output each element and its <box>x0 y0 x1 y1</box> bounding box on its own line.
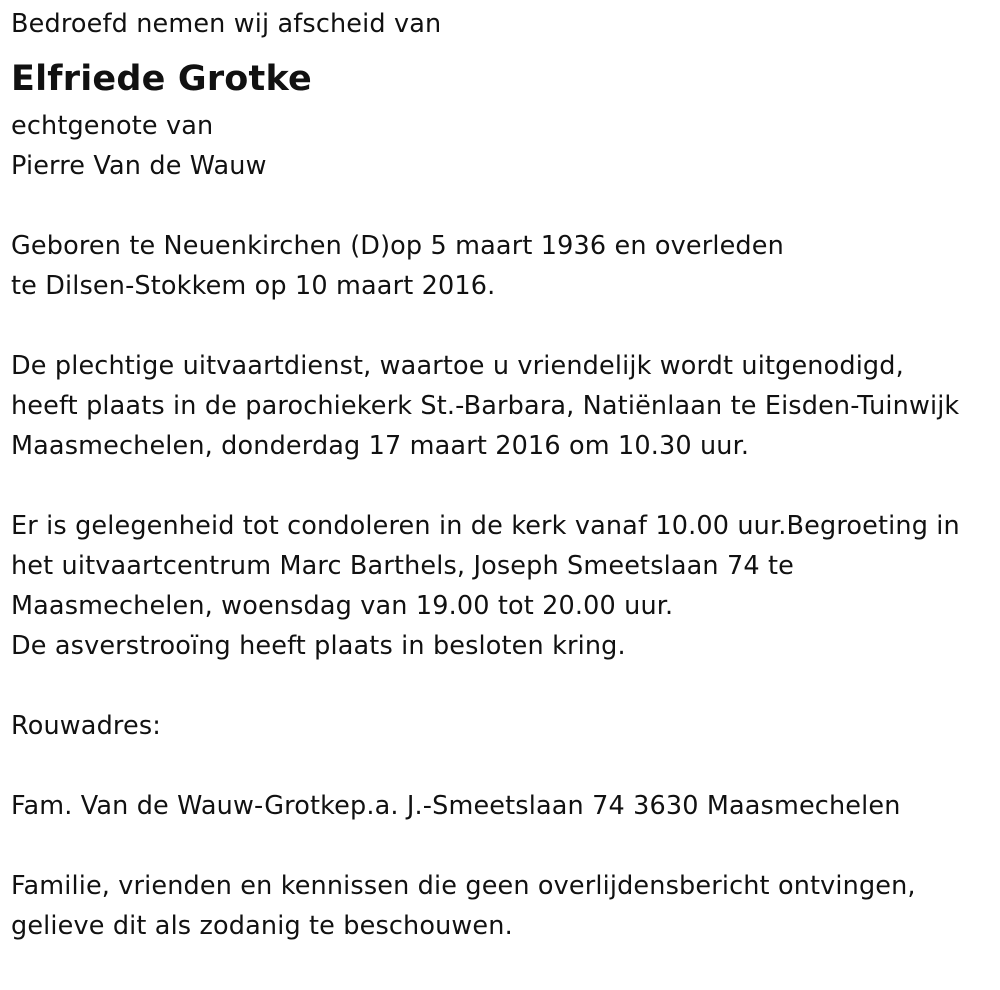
spacer <box>11 186 996 226</box>
deceased-name: Elfriede Grotke <box>11 59 312 99</box>
address-label: Rouwadres: <box>11 711 161 741</box>
spacer <box>11 666 996 706</box>
spacer <box>11 306 996 346</box>
paragraph-line: te Dilsen-Stokkem op 10 maart 2016. <box>11 271 496 301</box>
condolences-paragraph <box>11 506 996 666</box>
birth-death-paragraph <box>11 226 996 306</box>
relation-line-2: Pierre Van de Wauw <box>11 151 267 181</box>
paragraph-line: gelieve dit als zodanig te beschouwen. <box>11 911 513 941</box>
closing-paragraph <box>11 866 996 946</box>
paragraph-line: heeft plaats in de parochiekerk St.-Barbara, Natiënlaan te Eisden-Tuinwijk <box>11 391 960 421</box>
paragraph-line: Maasmechelen, woensdag van 19.00 tot 20.00 uur. <box>11 591 674 621</box>
paragraph-line: De asverstrooïng heeft plaats in besloten kring. <box>11 631 626 661</box>
spacer <box>11 466 996 506</box>
relation-line-1: echtgenote van <box>11 111 214 141</box>
paragraph-line: Familie, vrienden en kennissen die geen overlijdensbericht ontvingen, <box>11 871 916 901</box>
spacer <box>11 826 996 866</box>
spacer <box>11 746 996 786</box>
paragraph-line: De plechtige uitvaartdienst, waartoe u vriendelijk wordt uitgenodigd, <box>11 351 904 381</box>
death-notice <box>11 0 996 946</box>
paragraph-line: Er is gelegenheid tot condoleren in de kerk vanaf 10.00 uur.Begroeting in <box>11 511 960 541</box>
paragraph-line: Maasmechelen, donderdag 17 maart 2016 om 10.30 uur. <box>11 431 750 461</box>
paragraph-line: Geboren te Neuenkirchen (D)op 5 maart 1936 en overleden <box>11 231 784 261</box>
funeral-paragraph <box>11 346 996 466</box>
intro-text: Bedroefd nemen wij afscheid van <box>11 9 442 39</box>
paragraph-line: het uitvaartcentrum Marc Barthels, Joseph Smeetslaan 74 te <box>11 551 794 581</box>
mourning-address: Fam. Van de Wauw-Grotkep.a. J.-Smeetslaan 74 3630 Maasmechelen <box>11 791 901 821</box>
